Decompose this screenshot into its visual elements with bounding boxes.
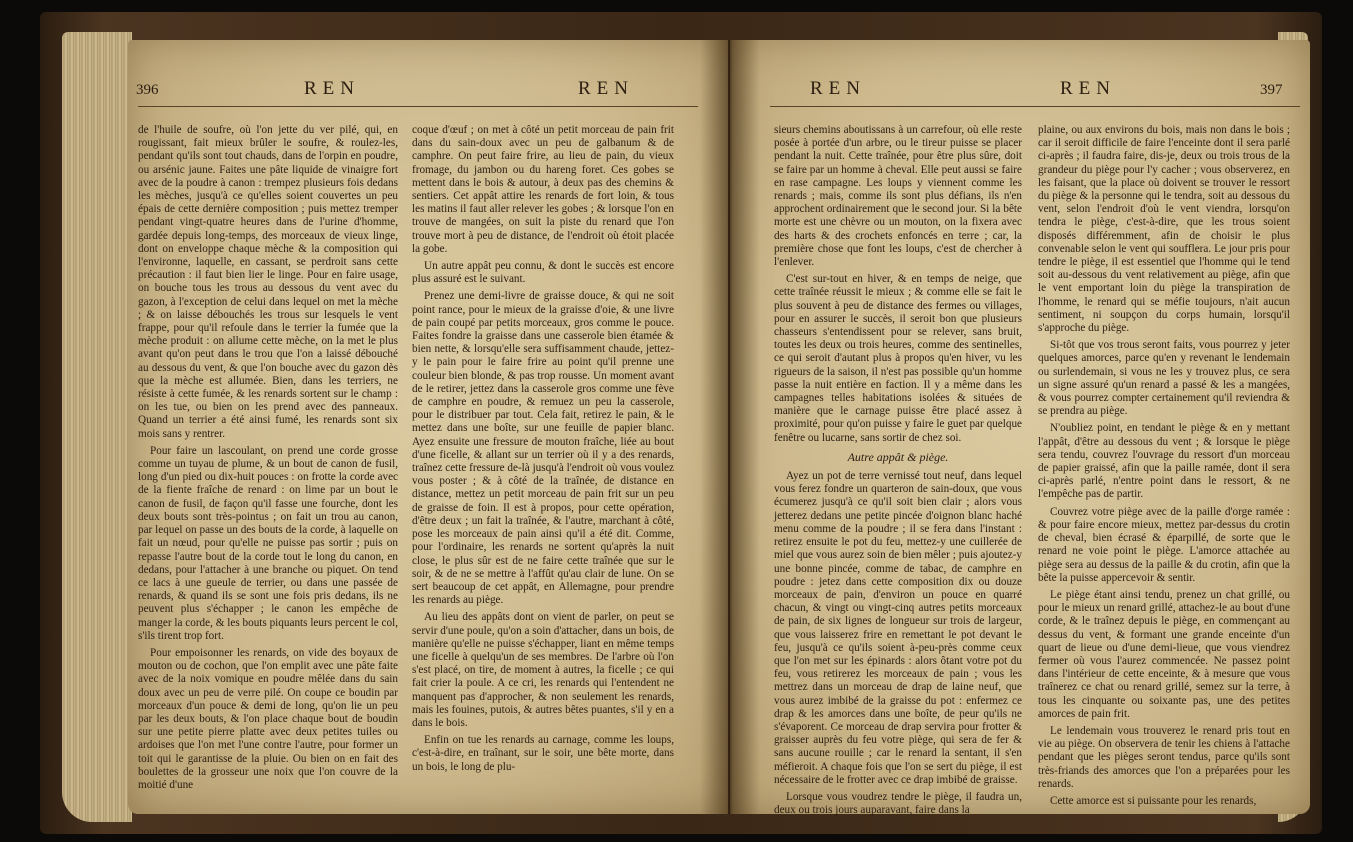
paragraph: Prenez une demi-livre de graisse douce, & qui ne soit point rance, pour le mieux de la graisse d'oie, & une livre de pain coupé par petits morceaux, gros comme le pouce. Faites fondre la graisse dans une casserole bien étamée & bien nette, & lorsqu'elle sera suffisamment chaude, jettez-y le pain pour le faire frire au point qu'il prenne une couleur bien blonde, & pas trop rousse. Un moment avant de le retirer, jettez dans la casserole gros comme une fève de camphre en poudre, & remuez un peu la casserole, pour le distribuer par tout. Cela fait, retirez le pain, & le mettez dans une boîte, sur une feuille de papier blanc. Ayez ensuite une fressure de mouton fraîche, liée au bout d'une ficelle, & allant sur un terrier où il y a des renards, traînez cette fressure de-là jusqu'à l'endroit où vous voulez vous poster ; & à côté de la traînée, de distance en distance, mettez un petit morceau de pain frit sur un peu de graisse de foin. Il est à propos, pour cette opération, d'être deux ; un fait la traînée, & l'autre, marchant à côté, pose les morceaux de pain ainsi qu'il a été dit. Comme, pour l'ordinaire, les renards ne sortent qu'après la nuit close, le plus sûr est de ne faire cette traînée que sur le soir, & de ne se mettre à l'affût qu'au clair de lune. On se sert beaucoup de cet appât, en Allemagne, pour prendre les renards au piège. bbox=[412, 290, 674, 607]
text-column bbox=[412, 124, 674, 779]
text-column bbox=[1038, 124, 1290, 807]
paragraph: N'oubliez point, en tendant le piège & en y mettant l'appât, d'être au dessous du vent ; & lorsque le piège sera tendu, couvrez l'ouvrage du ressort d'un morceau de papier graissé, afin que la paille ramée, dont il sera ci-après parlé, n'entre point dans le ressort, & ne l'empêche pas de partir. bbox=[1038, 422, 1290, 501]
paragraph: Si-tôt que vos trous seront faits, vous pourrez y jeter quelques amorces, parce qu'en y revenant le lendemain ou surlendemain, si vous ne les y trouvez plus, ce sera un signe assuré qu'un renard a passé & les a mangées, & vous pourrez compter certainement qu'il reviendra & se prendra au piège. bbox=[1038, 339, 1290, 418]
running-header: REN bbox=[1060, 78, 1116, 99]
header-rule bbox=[770, 106, 1300, 107]
paragraph: Le lendemain vous trouverez le renard pris tout en vie au piège. On observera de tenir les chiens à l'attache pendant que les pièges seront tendus, parce qu'ils sont très-friands des amorces que l'on a préparées pour les renards. bbox=[1038, 724, 1290, 790]
right-page bbox=[730, 40, 1310, 817]
left-page bbox=[128, 40, 728, 814]
paragraph: Pour faire un lascoulant, on prend une corde grosse comme un tuyau de plume, & un bout de canon de fusil, long d'un pied ou dix-huit pouces : on frotte la corde avec de la fiente fraîche de renard : on lime par un bout le canon de fusil, de façon qu'il fasse une fourche, dont les deux bouts sont très-pointus ; on fait un trou au canon, par lequel on passe un des bouts de la corde, à laquelle on fait un nœud, pour qu'elle ne puisse pas sortir ; puis on repasse l'autre bout de la corde tout le long du canon, en dedans, pour l'attacher à une branche ou piquet. On tend ce lacs à une gueule de terrier, ou dans une passée de renards, & quand ils se sont une fois pris dedans, ils ne peuvent plus s'échapper ; le canon les empêche de manger la corde, & les bouts piquants leurs percent le col, s'ils tirent trop fort. bbox=[138, 444, 398, 642]
paragraph: sieurs chemins aboutissans à un carrefour, où elle reste posée à portée d'un arbre, ou le tireur puisse se placer pendant la nuit. Cette traînée, pour être plus sûre, doit se faire par un homme à cheval. Elle peut aussi se faire en rase campagne. Les loups y viennent comme les renards ; mais, comme ils sont plus défians, ils n'en approchent ordinairement que le second jour. Si la bête morte est une chèvre ou un mouton, on la fixera avec des harts & des crochets enfoncés en terre ; car, la première chose que font les loups, c'est de chercher à l'enlever. bbox=[774, 124, 1022, 269]
text-column bbox=[138, 124, 398, 791]
page-number: 396 bbox=[136, 82, 159, 98]
paragraph: Enfin on tue les renards au carnage, comme les loups, c'est-à-dire, en traînant, sur le soir, une bête morte, dans un bois, le long de plu- bbox=[412, 734, 674, 773]
paragraph: Lorsque vous voudrez tendre le piège, il faudra un, deux ou trois jours auparavant, faire dans la bbox=[774, 790, 1022, 817]
paragraph: Le piège étant ainsi tendu, prenez un chat grillé, ou pour le mieux un renard grillé, attachez-le au bout d'une corde, & le traînez depuis le piège, en commençant au dessus du vent, & formant une grande enceinte d'un quart de lieue ou d'une demi-lieue, que vous viendrez fermer où vous l'aurez commencée. Ne passez point dans l'intérieur de cette enceinte, & à mesure que vous traînerez ce chat ou renard grillé, semez sur la terre, à tous les cinquante ou soixante pas, une des petites amorces de pain frit. bbox=[1038, 588, 1290, 720]
page-number: 397 bbox=[1260, 82, 1283, 98]
running-header: REN bbox=[578, 78, 634, 99]
text-column bbox=[774, 124, 1022, 817]
running-header: REN bbox=[304, 78, 360, 99]
paragraph: Pour empoisonner les renards, on vide des boyaux de mouton ou de cochon, que l'on emplit avec une pâte faite avec de la noix vomique en poudre mêlée dans du sain doux avec un peu de verre pilé. On coupe ce boudin par morceaux d'un pouce & demi de long, qu'on lie un peu par les deux bouts, & l'on place chaque bout de boudin sur une petite pierre platte avec deux petites tuiles ou ardoises que l'on met l'une contre l'autre, pour former un toit qui le garantisse de la pluie. Ou bien on en fait des boulettes de la grosseur une noix que l'on couvre de la moitié d'une bbox=[138, 646, 398, 791]
paragraph: plaine, ou aux environs du bois, mais non dans le bois ; car il seroit difficile de faire l'enceinte dont il sera parlé ci-après ; il faudra faire, dis-je, deux ou trois trous de la grandeur du piège pour l'y cacher ; vous observerez, en les faisant, que la place où doivent se trouver le ressort du piège & la personne qui le tendra, soit au dessous du vent, selon l'endroit d'où le vent viendra, lorsqu'on tendra le piège, c'est-à-dire, que les trous soient disposés différemment, afin de choisir le plus convenable selon le vent qui soufflera. Le jour pris pour tendre le piège, il est essentiel que l'homme qui le tend soit au-dessous du vent relativement au piège, afin que le vent emportant loin du piège la transpiration de l'homme, le renard qui se méfie toujours, n'ait aucun sentiment, ni soupçon du corps humain, lorsqu'il s'approche du piège. bbox=[1038, 124, 1290, 335]
header-rule bbox=[138, 106, 698, 107]
paragraph: Au lieu des appâts dont on vient de parler, on peut se servir d'une poule, qu'on a soin d'attacher, dans un bois, de manière qu'elle ne puisse s'échapper, liant en même temps une ficelle à quelqu'un de ses membres. De l'arbre où l'on s'est placé, on tire, de moment à autres, la ficelle ; ce qui fait crier la poule. A ce cri, les renards qui l'entendent ne manquent pas d'approcher, & non seulement les renards, mais les fouines, putois, & autres bêtes puantes, s'il y en a dans le bois. bbox=[412, 611, 674, 729]
book bbox=[40, 12, 1322, 834]
paragraph: C'est sur-tout en hiver, & en temps de neige, que cette traînée réussit le mieux ; & comme elle se fait le plus souvent à peu de distance des fermes ou villages, pour en assurer le succès, il seroit bon que plusieurs chasseurs s'entendissent pour se relever, sans bruit, toutes les deux ou trois heures, comme des sentinelles, ce qui seroit d'autant plus à propos qu'en hiver, vu les rigueurs de la saison, il n'est pas possible qu'un homme passe la nuit entière en faction. Il y a même dans les campagnes telles habitations isolées & situées de manière que le carnage puisse être placé assez à proximité, pour qu'on puisse y faire le guet par quelque fenêtre ou lucarne, sans sortir de chez soi. bbox=[774, 273, 1022, 444]
paragraph: Ayez un pot de terre vernissé tout neuf, dans lequel vous ferez fondre un quarteron de sain-doux, que vous écumerez jusqu'à ce qu'il soit bien clair ; alors vous jetterez dedans une petite pincée d'oignon blanc haché menu comme de la poudre ; il se fera dans l'instant : retirez ensuite le pot du feu, mettez-y une cuillerée de miel que vous aurez soin de bien mêler ; puis ajoutez-y une bonne pincée, comme de tabac, de camphre en poudre : jetez dans cette composition dix ou douze morceaux de pain, d'environ un pouce en quarré chacun, & vingt ou vingt-cinq autres petits morceaux de pain, de six lignes de longueur sur trois de largeur, que vous laisserez frire en remettant le pot devant le feu, jusqu'à ce qu'ils soient à-peu-près comme ceux que l'on met sur les épinards : alors ôtant votre pot du feu, vous retirerez les morceaux de pain ; vous les mettrez dans un morceau de drap de laine neuf, que vous aurez imbibé de la graisse du pot : enfermez ce drap & les amorces dans une boîte, de peur qu'ils ne s'évaporent. Ce morceau de drap servira pour frotter & graisser auprès du feu votre piège, qui sera de fer & sans aucune rouille ; car le renard la sentant, il s'en méfieroit. A chaque fois que l'on se sert du piège, il est nécessaire de le frotter avec ce drap imbibé de graisse. bbox=[774, 470, 1022, 786]
page-edges-left bbox=[62, 32, 132, 822]
paragraph: de l'huile de soufre, où l'on jette du ver pilé, qui, en rougissant, fait mieux brûler le soufre, & roulez-les, pendant qu'ils sont tout chauds, dans de l'orpin en poudre, ou arsénic jaune. Faites une pâte liquide de vinaigre fort avec de la poudre à canon : trempez plusieurs fois dedans les mèches, jusqu'à ce qu'elles soient couvertes un peu épais de cette dernière composition ; puis mettez tremper pendant vingt-quatre heures dans de l'urine d'homme, gardée depuis long-temps, des morceaux de vieux linge, dont on enveloppe chaque mèche & la composition qui l'environne, laquelle, en cassant, se perdroit sans cette précaution : il faut bien lier le linge. Pour en faire usage, on bouche tous les trous au dessous du vent avec du gazon, à l'exception de celui dans lequel on met la mèche ; & on laisse débouchés les trous sur lesquels le vent frappe, pour qu'il refoule dans le terrier la fumée que la mèche produit : on allume cette mèche, on la met le plus avant qu'on peut dans le trou que l'on a laissé débouché au dessous du vent, & que l'on bouche avec du gazon dès que la mèche est allumée. Bien, dans les terriers, ne résiste à cette fumée, & les renards sortent sur le champ : on les tue, ou bien on les prend avec des panneaux. Quand un terrier a été ainsi fumé, les renards sont six mois sans y rentrer. bbox=[138, 124, 398, 440]
paragraph: Cette amorce est si puissante pour les renards, bbox=[1050, 794, 1257, 807]
running-header: REN bbox=[810, 78, 866, 99]
paragraph: Un autre appât peu connu, & dont le succès est encore plus assuré est le suivant. bbox=[412, 260, 674, 286]
paragraph: Couvrez votre piège avec de la paille d'orge ramée : & pour faire encore mieux, mettez par-dessus du crotin de cheval, bien écrasé & éparpillé, de sorte que le renard ne voie point le piège. L'amorce attachée au piège sera au dessus de la paille & du crotin, afin que la bête la puisse appercevoir & sentir. bbox=[1038, 505, 1290, 584]
paragraph: coque d'œuf ; on met à côté un petit morceau de pain frit dans du sain-doux avec un peu de galbanum & de camphre. On peut faire frire, au lieu de pain, du vieux fromage, du jambon ou du hareng foret. Ces gobes se mettent dans le bois & autour, à deux pas des chemins & sentiers. Cet appât attire les renards de fort loin, & tous les matins il faut aller relever les gobes ; & lorsque l'on en trouve de mangées, on suit la piste du renard que l'on trouve mort à peu de distance, de l'endroit où étoit placée la gobe. bbox=[412, 124, 674, 255]
section-heading: Autre appât & piège. bbox=[847, 449, 949, 464]
